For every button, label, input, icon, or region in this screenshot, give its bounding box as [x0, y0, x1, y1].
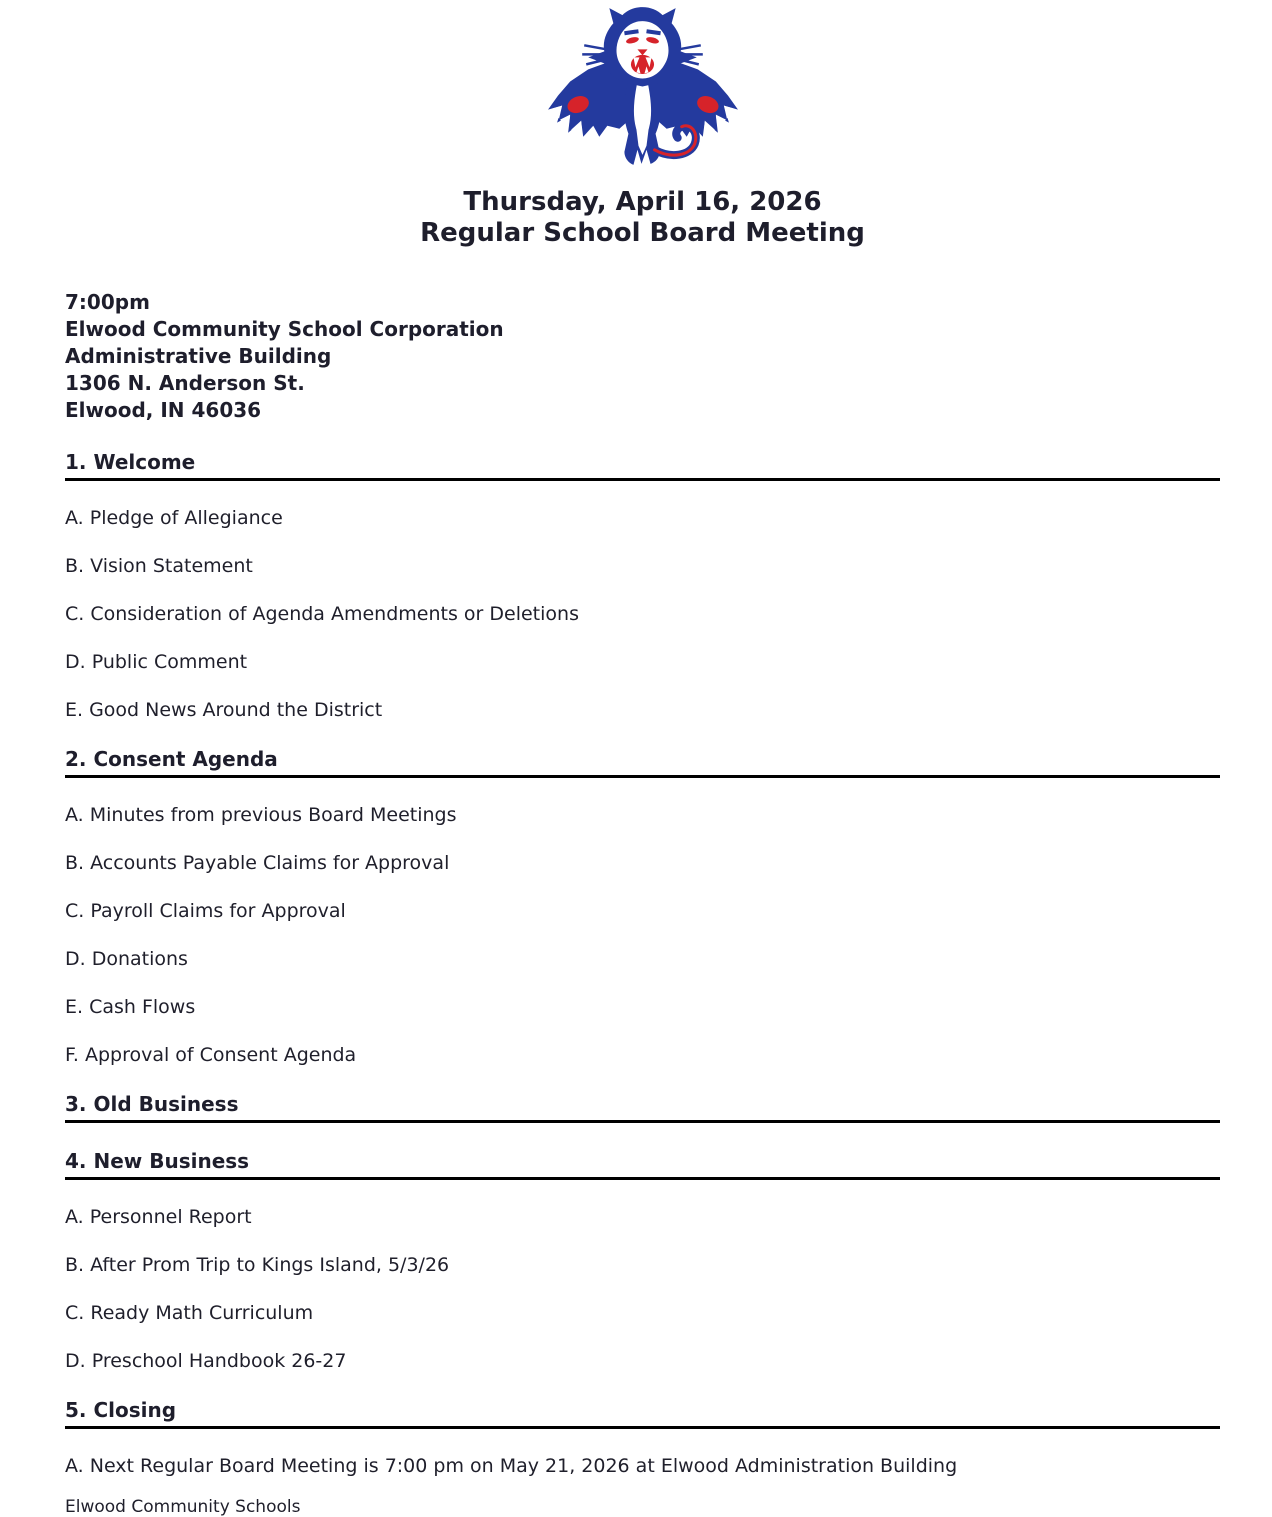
- school-logo: [65, 5, 1220, 171]
- section-heading: 2. Consent Agenda: [65, 748, 1220, 778]
- agenda-item: F. Approval of Consent Agenda: [65, 1044, 357, 1066]
- meeting-street: 1306 N. Anderson St.: [65, 371, 305, 395]
- meeting-time: 7:00pm: [65, 290, 150, 314]
- section-heading: 3. Old Business: [65, 1093, 1220, 1123]
- document-title-block: [65, 187, 1220, 249]
- agenda-item: B. After Prom Trip to Kings Island, 5/3/26: [65, 1254, 450, 1276]
- agenda-item: A. Minutes from previous Board Meetings: [65, 804, 457, 826]
- agenda-section-new-business: [65, 1150, 1220, 1372]
- agenda-section-closing: [65, 1399, 1220, 1477]
- agenda-item: A. Next Regular Board Meeting is 7:00 pm on May 21, 2026 at Elwood Administration Building: [65, 1455, 958, 1477]
- meeting-building: Administrative Building: [65, 344, 332, 368]
- agenda-item: E. Cash Flows: [65, 996, 196, 1018]
- meeting-type-title: Regular School Board Meeting: [420, 218, 865, 248]
- meeting-organization: Elwood Community School Corporation: [65, 317, 504, 341]
- meeting-info-block: [65, 289, 1220, 424]
- section-heading: 1. Welcome: [65, 451, 1220, 481]
- agenda-section-welcome: [65, 451, 1220, 721]
- agenda-section-consent-agenda: [65, 748, 1220, 1066]
- meeting-city-state-zip: Elwood, IN 46036: [65, 398, 262, 422]
- agenda-item: C. Consideration of Agenda Amendments or Deletions: [65, 603, 579, 625]
- agenda-item: B. Accounts Payable Claims for Approval: [65, 852, 450, 874]
- agenda-item: B. Vision Statement: [65, 555, 253, 577]
- agenda-item: E. Good News Around the District: [65, 699, 383, 721]
- meeting-date-title: Thursday, April 16, 2026: [463, 187, 822, 217]
- agenda-item: D. Public Comment: [65, 651, 248, 673]
- agenda-section-old-business: [65, 1093, 1220, 1123]
- footer-text: Elwood Community Schools: [65, 1497, 301, 1517]
- section-heading: 4. New Business: [65, 1150, 1220, 1180]
- agenda-item: A. Pledge of Allegiance: [65, 507, 283, 529]
- agenda-item: A. Personnel Report: [65, 1206, 252, 1228]
- panther-mascot-icon: [540, 5, 746, 168]
- section-heading: 5. Closing: [65, 1399, 1220, 1429]
- agenda-item: D. Donations: [65, 948, 188, 970]
- agenda-item: D. Preschool Handbook 26-27: [65, 1350, 347, 1372]
- agenda-item: C. Ready Math Curriculum: [65, 1302, 314, 1324]
- agenda-item: C. Payroll Claims for Approval: [65, 900, 346, 922]
